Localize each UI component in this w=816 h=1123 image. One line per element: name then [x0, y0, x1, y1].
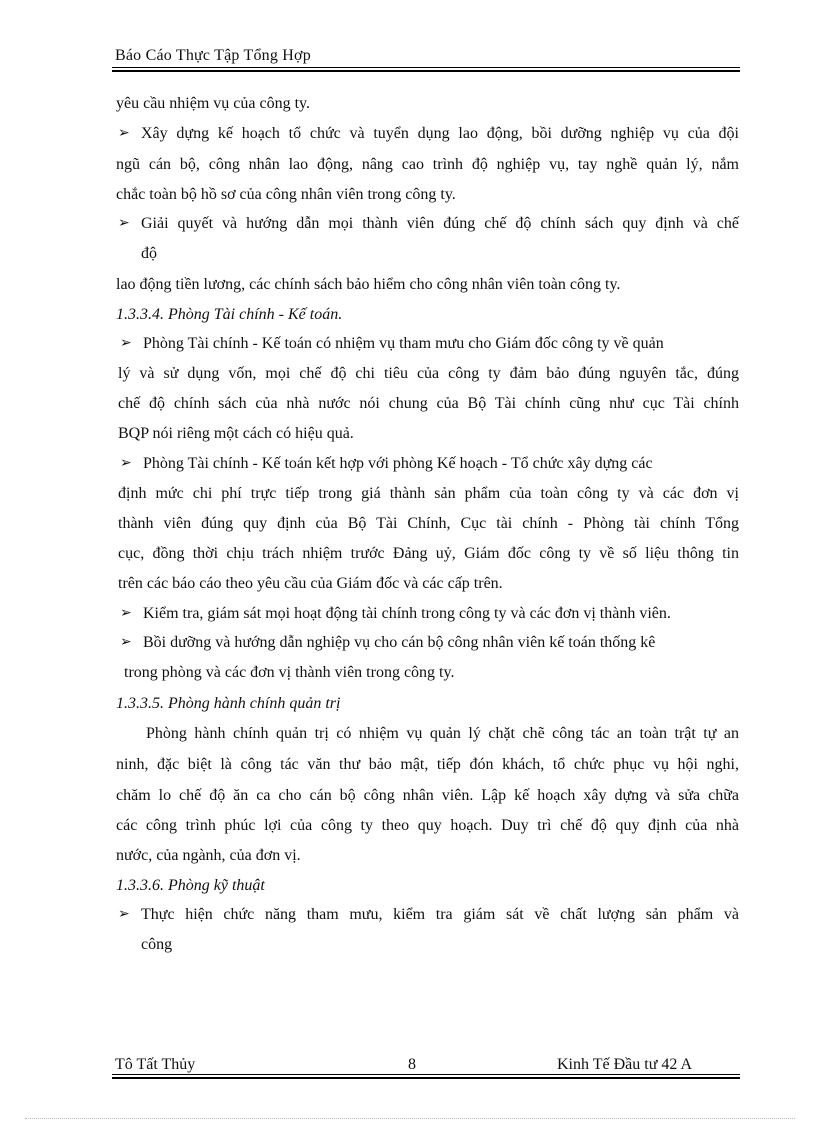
body-line: Phòng Tài chính - Kế toán kết hợp với phòng Kế hoạch - Tổ chức xây dựng các: [143, 455, 653, 472]
header-rule-thick: [112, 70, 740, 72]
body-line: ninh, đặc biệt là công tác văn thư bảo mật, tiếp đón khách, tổ chức phục vụ hội nghi,: [116, 756, 739, 773]
body-line: Thực hiện chức năng tham mưu, kiểm tra giám sát về chất lượng sản phẩm và: [141, 906, 739, 923]
arrow-bullet-icon: ➢: [120, 456, 132, 471]
body-line: yêu cầu nhiệm vụ của công ty.: [116, 95, 311, 112]
body-line: trên các báo cáo theo yêu cầu của Giám đốc và các cấp trên.: [118, 575, 503, 592]
body-line: Kiểm tra, giám sát mọi hoạt động tài chính trong công ty và các đơn vị thành viên.: [143, 605, 671, 622]
body-line: lý và sử dụng vốn, mọi chế độ chi tiêu của công ty đảm bảo đúng nguyên tắc, đúng: [118, 365, 739, 382]
body-line: độ: [141, 245, 157, 262]
footer-author: Tô Tất Thủy: [115, 1056, 196, 1073]
section-heading: 1.3.3.6. Phòng kỹ thuật: [116, 877, 265, 894]
body-line: Bồi dưỡng và hướng dẫn nghiệp vụ cho cán bộ công nhân viên kế toán thống kê: [143, 634, 656, 651]
arrow-bullet-icon: ➢: [118, 216, 130, 231]
section-heading: 1.3.3.5. Phòng hành chính quản trị: [116, 695, 341, 712]
body-line: các công trình phúc lợi của công ty theo quy hoạch. Duy trì chế độ quy định của nhà: [116, 817, 739, 834]
body-line: chắc toàn bộ hồ sơ của công nhân viên trong công ty.: [116, 186, 456, 203]
header-rule-thin: [112, 67, 740, 68]
footer-rule-thick: [112, 1077, 740, 1079]
arrow-bullet-icon: ➢: [118, 907, 130, 922]
body-line: chế độ chính sách của nhà nước nói chung của Bộ Tài chính cũng như cục Tài chính: [118, 395, 739, 412]
body-line: Giải quyết và hướng dẫn mọi thành viên đúng chế độ chính sách quy định và chế: [141, 215, 739, 232]
arrow-bullet-icon: ➢: [120, 635, 132, 650]
footer-page-number: 8: [408, 1056, 416, 1073]
running-header: Báo Cáo Thực Tập Tổng Hợp: [115, 47, 311, 64]
body-line: Phòng hành chính quản trị có nhiệm vụ quản lý chặt chẽ công tác an toàn trật tự an: [146, 725, 739, 742]
body-line: công: [141, 936, 173, 953]
body-line: lao động tiền lương, các chính sách bảo hiểm cho công nhân viên toàn công ty.: [116, 276, 621, 293]
body-line: Phòng Tài chính - Kế toán có nhiệm vụ tham mưu cho Giám đốc công ty về quản: [143, 335, 664, 352]
footer-rule-thin: [112, 1074, 740, 1075]
footer-class-name: Kinh Tế Đầu tư 42 A: [557, 1056, 693, 1073]
section-heading: 1.3.3.4. Phòng Tài chính - Kế toán.: [116, 306, 343, 323]
body-line: thành viên đúng quy định của Bộ Tài Chính, Cục tài chính - Phòng tài chính Tổng: [118, 515, 739, 532]
body-line: định mức chi phí trực tiếp trong giá thành sản phẩm của toàn công ty và các đơn vị: [118, 485, 739, 502]
page-boundary: [25, 1118, 795, 1119]
arrow-bullet-icon: ➢: [118, 126, 130, 141]
body-line: chăm lo chế độ ăn ca cho cán bộ công nhân viên. Lập kế hoạch xây dựng và sửa chữa: [116, 787, 739, 804]
body-line: nước, của ngành, của đơn vị.: [116, 847, 301, 864]
arrow-bullet-icon: ➢: [120, 336, 132, 351]
arrow-bullet-icon: ➢: [120, 606, 132, 621]
body-line: Xây dựng kế hoạch tổ chức và tuyển dụng lao động, bồi dưỡng nghiệp vụ của đội: [141, 125, 739, 142]
body-line: trong phòng và các đơn vị thành viên trong công ty.: [124, 664, 455, 681]
body-line: BQP nói riêng một cách có hiệu quả.: [118, 425, 354, 442]
body-line: cục, đồng thời chịu trách nhiệm trước Đảng uỷ, Giám đốc công ty về số liệu thông tin: [118, 545, 739, 562]
body-line: ngũ cán bộ, công nhân lao động, nâng cao trình độ nghiệp vụ, tay nghề quản lý, nắm: [116, 156, 739, 173]
